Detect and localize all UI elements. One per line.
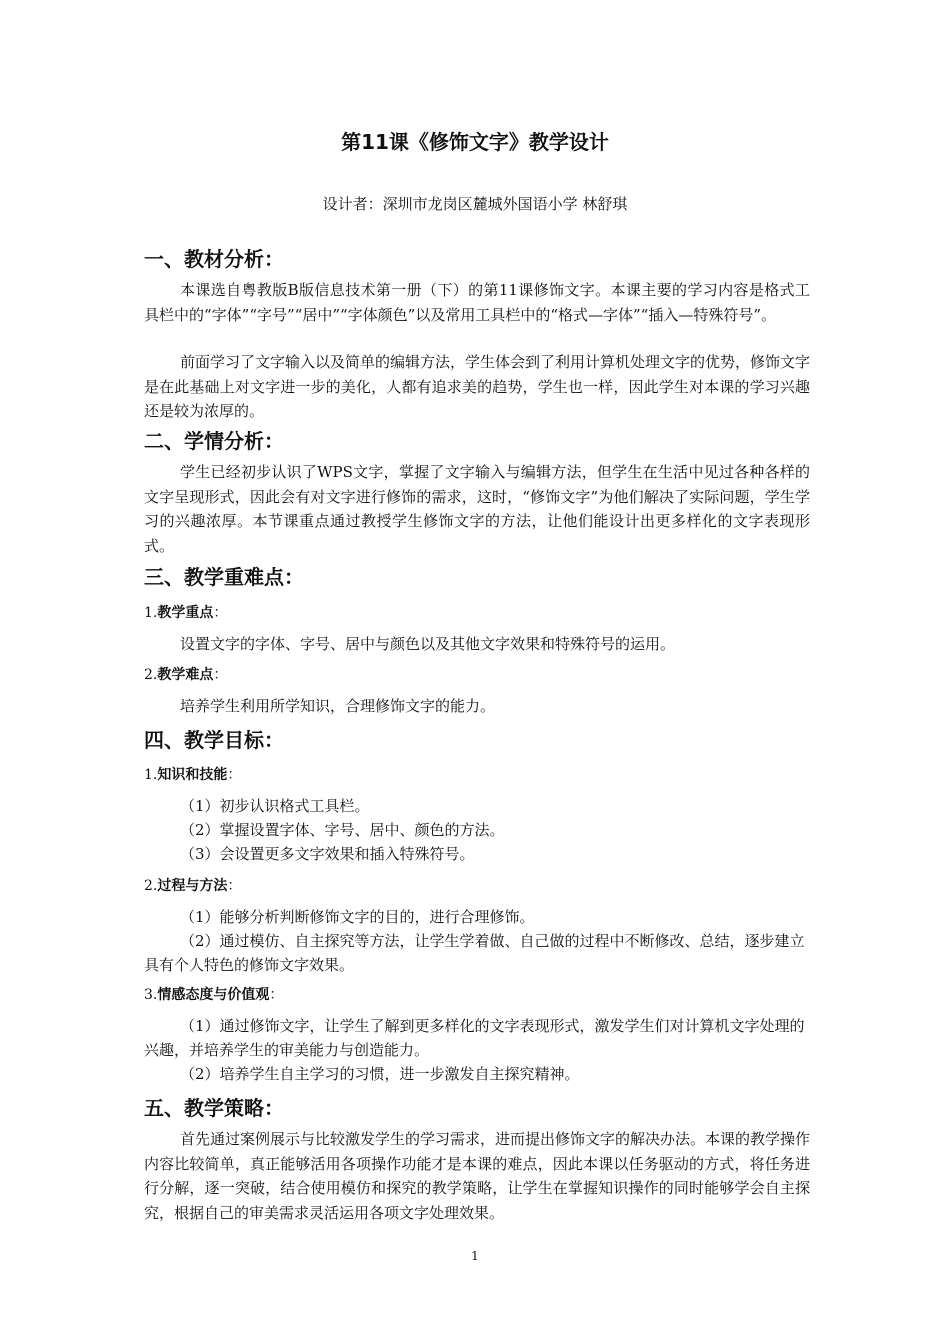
- list-item: （2）培养学生自主学习的习惯，进一步激发自主探究精神。: [180, 1065, 580, 1083]
- section-1-paragraph-1: 本课选自粤教版B版信息技术第一册（下）的第11课修饰文字。本课主要的学习内容是格式工具栏中的“字体”“字号”“居中”“字体颜色”以及常用工具栏中的“格式—字体”“插入—特殊符号”。: [144, 281, 810, 324]
- subsection-heading: 1.知识和技能：: [144, 767, 242, 783]
- section-heading-5: 五、教学策略：: [144, 1096, 284, 1120]
- page-number: 1: [471, 1249, 479, 1263]
- subsection-heading: 1.教学重点：: [144, 605, 228, 621]
- list-item: （1）通过修饰文字，让学生了解到更多样化的文字表现形式，激发学生们对计算机文字处理的兴趣，并培养学生的审美能力与创造能力。: [144, 1017, 805, 1059]
- list-item: （2）通过模仿、自主探究等方法，让学生学着做、自己做的过程中不断修改、总结，逐步建立具有个人特色的修饰文字效果。: [144, 932, 805, 974]
- document-title: 第11课《修饰文字》教学设计: [341, 130, 609, 154]
- subsection-heading: 2.教学难点：: [144, 667, 228, 683]
- subsection-heading: 2.过程与方法：: [144, 878, 242, 894]
- section-heading-1: 一、教材分析：: [144, 247, 284, 271]
- subsection-text: 培养学生利用所学知识，合理修饰文字的能力。: [180, 697, 496, 715]
- section-heading-4: 四、教学目标：: [144, 728, 284, 752]
- subsection-heading: 3.情感态度与价值观：: [144, 987, 284, 1003]
- section-2-paragraph-1: 学生已经初步认识了WPS文字，掌握了文字输入与编辑方法，但学生在生活中见过各种各样的文字呈现形式，因此会有对文字进行修饰的需求，这时，“修饰文字”为他们解决了实际问题，学生学习的兴趣浓厚。本节课重点通过教授学生修饰文字的方法，让他们能设计出更多样化的文字表现形式。: [144, 463, 810, 555]
- section-heading-2: 二、学情分析：: [144, 429, 284, 453]
- subsection-text: 设置文字的字体、字号、居中与颜色以及其他文字效果和特殊符号的运用。: [180, 635, 676, 653]
- list-item: （1）能够分析判断修饰文字的目的，进行合理修饰。: [180, 908, 535, 926]
- section-1-paragraph-2: 前面学习了文字输入以及简单的编辑方法，学生体会到了利用计算机处理文字的优势，修饰文字是在此基础上对文字进一步的美化，人都有追求美的趋势，学生也一样，因此学生对本课的学习兴趣还是较为浓厚的。: [144, 353, 811, 420]
- list-item: （2）掌握设置字体、字号、居中、颜色的方法。: [180, 821, 505, 839]
- list-item: （3）会设置更多文字效果和插入特殊符号。: [180, 845, 475, 863]
- section-heading-3: 三、教学重难点：: [144, 565, 304, 589]
- section-5-paragraph-1: 首先通过案例展示与比较激发学生的学习需求，进而提出修饰文字的解决办法。本课的教学操作内容比较简单，真正能够活用各项操作功能才是本课的难点，因此本课以任务驱动的方式，将任务进行分解，逐一突破，结合使用模仿和探究的教学策略，让学生在掌握知识操作的同时能够学会自主探究，根据自己的审美需求灵活运用各项文字处理效果。: [144, 1130, 811, 1222]
- list-item: （1）初步认识格式工具栏。: [180, 797, 370, 815]
- author-line: 设计者：深圳市龙岗区麓城外国语小学 林舒琪: [322, 195, 628, 213]
